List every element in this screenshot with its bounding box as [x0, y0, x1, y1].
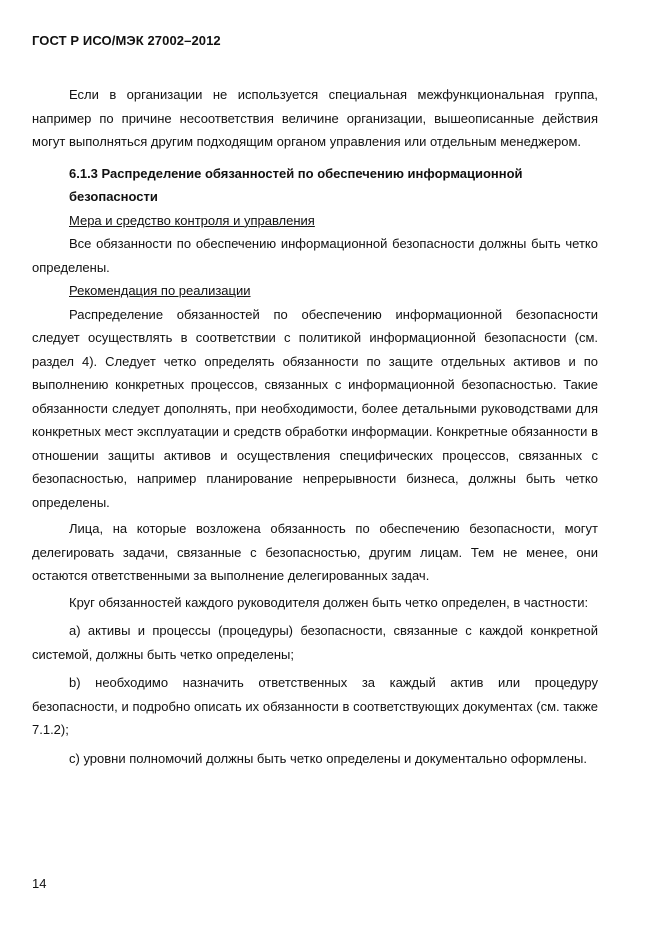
- section-heading: 6.1.3 Распределение обязанностей по обеспечению информационной безопасности: [69, 165, 523, 204]
- list-item-b: b) необходимо назначить ответственных за каждый актив или процедуру безопасности, и подробно описать их обязанности в соответствующих документах (см. также 7.1.2);: [32, 675, 598, 737]
- page-content: [32, 83, 598, 770]
- guidance-label: Рекомендация по реализации: [69, 283, 251, 298]
- control-label: Мера и средство контроля и управления: [69, 212, 315, 228]
- list-item-a: a) активы и процессы (процедуры) безопасности, связанные с каждой конкретной системой, должны быть четко определены;: [32, 623, 598, 662]
- manager-duties-paragraph: Круг обязанностей каждого руководителя должен быть четко определен, в частности:: [69, 594, 589, 610]
- guidance-paragraph: Распределение обязанностей по обеспечению информационной безопасности следует осуществлять в соответствии с политикой информационной безопасности (см. раздел 4). Следует четко определять обязанности по защите отдельных активов и по выполнению конкретных процессов, связанных с информационной безопасностью. Такие обязанности следует дополнять, при необходимости, более детальными руководствами для конкретных мест эксплуатации и средств обработки информации. Конкретные обязанности в отношении защиты активов и осуществления специфических процессов, связанных с безопасностью, например планирование непрерывности бизнеса, должны быть четко определены.: [32, 306, 598, 510]
- control-text: Все обязанности по обеспечению информационной безопасности должны быть четко определены.: [32, 236, 598, 275]
- page-number: 14: [32, 876, 47, 891]
- standard-header: ГОСТ Р ИСО/МЭК 27002–2012: [32, 33, 221, 48]
- delegation-paragraph: Лица, на которые возложена обязанность по обеспечению безопасности, могут делегировать задачи, связанные с безопасностью, другим лицам. Тем не менее, они остаются ответственными за выполнение делегированных задач.: [32, 521, 598, 583]
- intro-paragraph: Если в организации не используется специальная межфункциональная группа, например по причине несоответствия величине организации, вышеописанные действия могут выполняться другим подходящим органом управления или отдельным менеджером.: [32, 87, 598, 149]
- list-item-c: c) уровни полномочий должны быть четко определены и документально оформлены.: [69, 750, 587, 766]
